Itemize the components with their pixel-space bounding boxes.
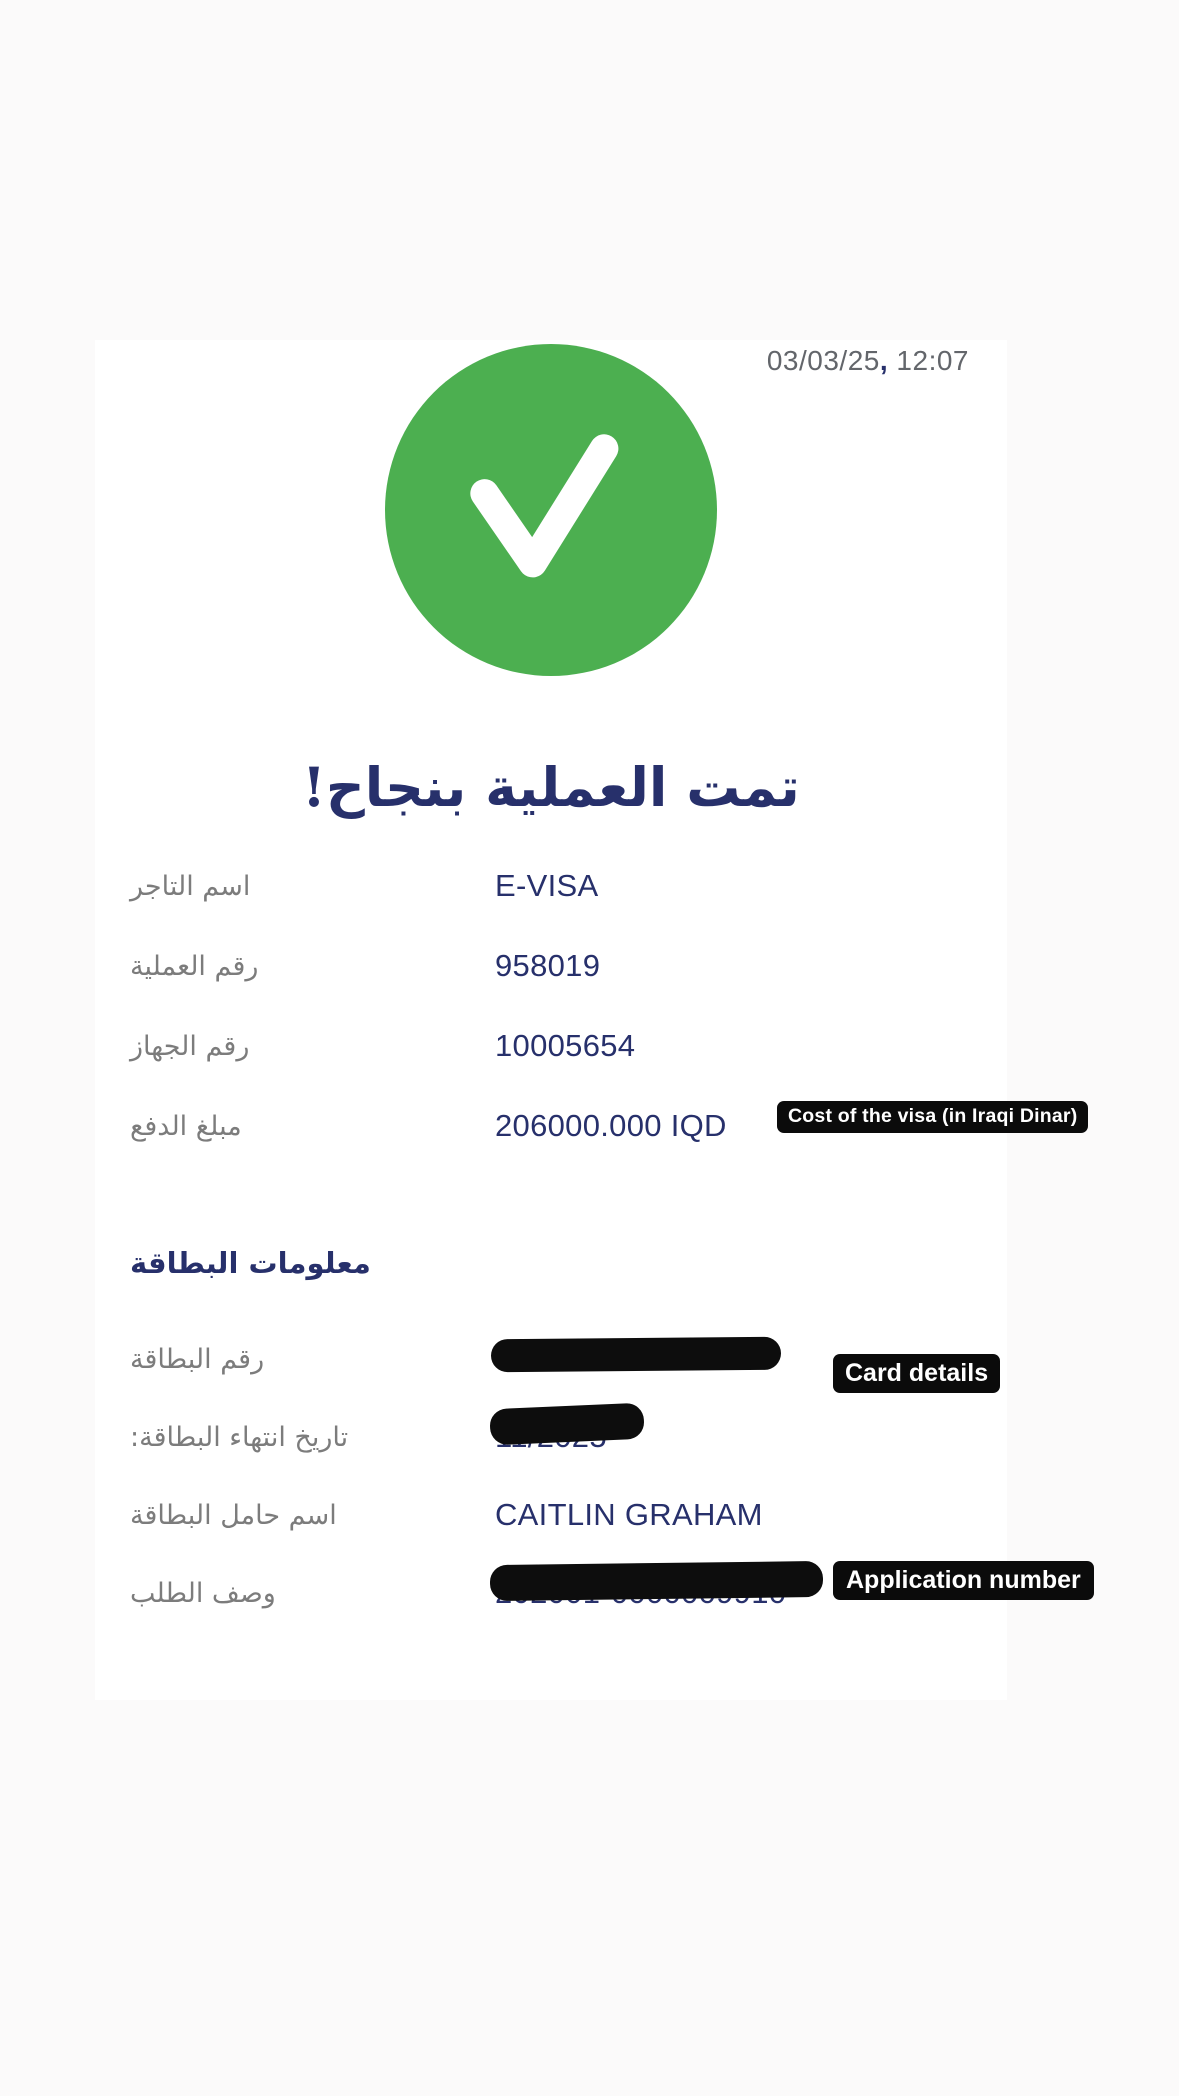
row-payment-amount [95, 1086, 1078, 1166]
card-number-label: رقم البطاقة [130, 1343, 265, 1375]
timestamp-comma: , [879, 345, 889, 376]
timestamp [767, 345, 969, 377]
checkmark-icon [385, 344, 717, 676]
success-heading: تمت العملية بنجاح! [302, 755, 800, 819]
cardholder-name-label: اسم حامل البطاقة [130, 1499, 337, 1531]
annotation-application-number: Application number [833, 1561, 1094, 1600]
redaction-bar [490, 1561, 823, 1601]
card-info-section-title: معلومات البطاقة [130, 1246, 371, 1280]
redaction-bar [489, 1403, 644, 1446]
merchant-name-value: E-VISA [495, 868, 599, 903]
redaction-bar [491, 1337, 781, 1373]
terminal-number-label: رقم الجهاز [130, 1030, 250, 1062]
card-number-value-redacted [495, 1341, 513, 1377]
merchant-name-label: اسم التاجر [130, 870, 251, 902]
card-expiry-value-redacted [495, 1419, 607, 1455]
row-card-expiry [95, 1398, 1007, 1476]
transaction-details [95, 846, 1078, 1166]
timestamp-time: 12:07 [896, 345, 969, 376]
terminal-number-value: 10005654 [495, 1028, 636, 1063]
transaction-number-value: 958019 [495, 948, 601, 983]
row-cardholder-name [95, 1476, 1007, 1554]
order-description-value-redacted [495, 1575, 786, 1611]
payment-amount-label: مبلغ الدفع [130, 1110, 242, 1142]
card-details-section [95, 1320, 1081, 1632]
transaction-number-label: رقم العملية [130, 950, 259, 982]
timestamp-date: 03/03/25 [766, 345, 880, 376]
success-badge [385, 344, 717, 676]
row-terminal-number [95, 1006, 1007, 1086]
row-merchant-name [95, 846, 1007, 926]
annotation-card-details: Card details [833, 1354, 1000, 1393]
receipt-card [95, 340, 1081, 1700]
annotation-cost-of-visa: Cost of the visa (in Iraqi Dinar) [777, 1101, 1088, 1133]
row-order-description [95, 1554, 1081, 1632]
payment-amount-value: 206000.000 IQD [495, 1108, 727, 1143]
cardholder-name-value: CAITLIN GRAHAM [495, 1497, 763, 1532]
card-expiry-label: تاريخ انتهاء البطاقة: [130, 1421, 349, 1453]
row-transaction-number [95, 926, 1007, 1006]
row-card-number [95, 1320, 1007, 1398]
order-description-label: وصف الطلب [130, 1577, 276, 1609]
